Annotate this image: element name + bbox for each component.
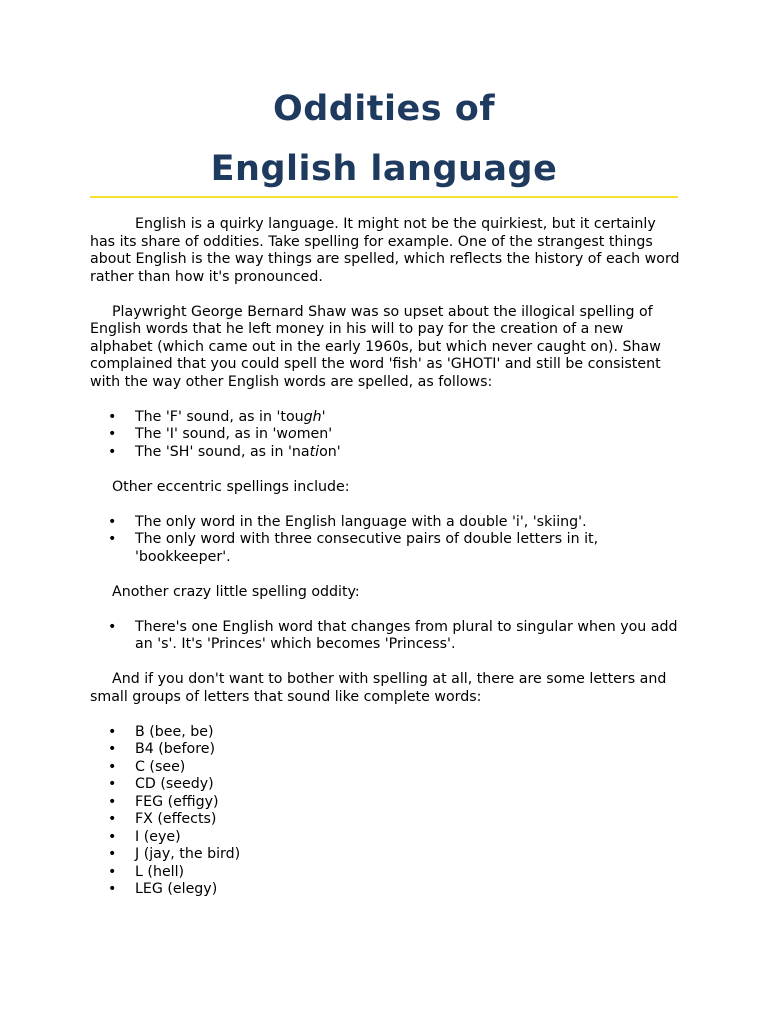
list-item: • B (bee, be) bbox=[135, 724, 680, 742]
title-line-1: Oddities of bbox=[272, 89, 496, 129]
list-item: • LEG (elegy) bbox=[135, 881, 680, 899]
list-item: • CD (seedy) bbox=[135, 776, 680, 794]
title-underline-rule bbox=[90, 196, 678, 198]
list-item: • L (hell) bbox=[135, 864, 680, 882]
document-title bbox=[90, 88, 678, 190]
list-item: • The only word with three consecutive pairs of double letters in it, 'bookkeeper'. bbox=[135, 531, 680, 566]
title-line-2: English language bbox=[210, 149, 558, 189]
document-body bbox=[90, 216, 680, 916]
list-item: • The 'I' sound, as in 'women' bbox=[135, 426, 680, 444]
list-item: • The 'SH' sound, as in 'nation' bbox=[135, 444, 680, 462]
intro-paragraph: English is a quirky language. It might not be the quirkiest, but it certainly has its share of oddities. Take spelling for example. One of the strangest things about English is the way things are spelled, which reflects the history of each word rather than how it's pronounced. bbox=[90, 216, 680, 285]
crazy-paragraph: Another crazy little spelling oddity: bbox=[112, 583, 360, 600]
list-item: • B4 (before) bbox=[135, 741, 680, 759]
eccentric-paragraph: Other eccentric spellings include: bbox=[112, 478, 350, 495]
list-item: • FEG (effigy) bbox=[135, 794, 680, 812]
letters-paragraph: And if you don't want to bother with spelling at all, there are some letters and small groups of letters that sound like complete words: bbox=[90, 671, 667, 705]
oddity-list bbox=[90, 619, 680, 654]
letter-words-list bbox=[90, 724, 680, 899]
list-item: • C (see) bbox=[135, 759, 680, 777]
ghoti-list bbox=[90, 409, 680, 462]
list-item: • The only word in the English language with a double 'i', 'skiing'. bbox=[135, 514, 680, 532]
list-item: • I (eye) bbox=[135, 829, 680, 847]
list-item: • J (jay, the bird) bbox=[135, 846, 680, 864]
list-item: • The 'F' sound, as in 'tough' bbox=[135, 409, 680, 427]
shaw-paragraph: Playwright George Bernard Shaw was so upset about the illogical spelling of English words that he left money in his will to pay for the creation of a new alphabet (which came out in the early 1960s, but which never caught on). Shaw complained that you could spell the word 'fish' as 'GHOTI' and still be consistent with the way other English words are spelled, as follows: bbox=[90, 303, 661, 390]
list-item: • There's one English word that changes from plural to singular when you add an 's'. It's 'Princes' which becomes 'Princess'. bbox=[135, 619, 680, 654]
eccentric-list bbox=[90, 514, 680, 567]
list-item: • FX (effects) bbox=[135, 811, 680, 829]
